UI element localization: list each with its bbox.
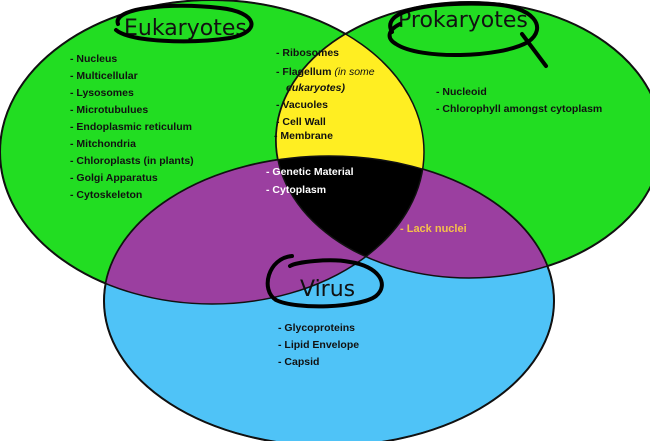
eukaryotes-item: - Microtubulues — [70, 104, 149, 116]
virus-title: Virus — [300, 277, 356, 302]
eukaryotes-item: - Nucleus — [70, 53, 118, 65]
euk-pro-item-note: eukaryotes) — [286, 82, 345, 94]
virus-item: - Capsid — [278, 356, 320, 368]
prokaryotes-title: Prokaryotes — [398, 8, 528, 33]
eukaryotes-item: - Endoplasmic reticulum — [70, 121, 192, 133]
eukaryotes-item: - Mitchondria — [70, 138, 136, 150]
eukaryotes-item: - Multicellular — [70, 70, 138, 82]
prokaryotes-item: - Chlorophyll amongst cytoplasm — [436, 103, 603, 115]
euk-pro-item: - Vacuoles — [276, 99, 328, 111]
virus-item: - Glycoproteins — [278, 322, 356, 334]
eukaryotes-title: Eukaryotes — [124, 16, 247, 41]
eukaryotes-item: - Golgi Apparatus — [70, 172, 158, 184]
eukaryotes-item: - Lysosomes — [70, 87, 134, 99]
euk-pro-item: - Ribosomes — [276, 47, 340, 59]
eukaryotes-item: - Chloroplasts (in plants) — [70, 155, 194, 167]
prokaryotes-item: - Nucleoid — [436, 86, 487, 98]
virus-item: - Lipid Envelope — [278, 339, 360, 351]
euk-pro-item-note: (in some — [334, 66, 375, 78]
all-three-item: - Genetic Material — [266, 166, 354, 178]
euk-pro-item: - Membrane — [274, 130, 333, 142]
eukaryotes-item: - Cytoskeleton — [70, 189, 143, 201]
pro-virus-item: - Lack nuclei — [400, 223, 467, 235]
all-three-item: - Cytoplasm — [266, 184, 327, 196]
euk-pro-item: - Cell Wall — [276, 116, 326, 128]
euk-pro-item: - Flagellum (in some — [276, 66, 375, 78]
